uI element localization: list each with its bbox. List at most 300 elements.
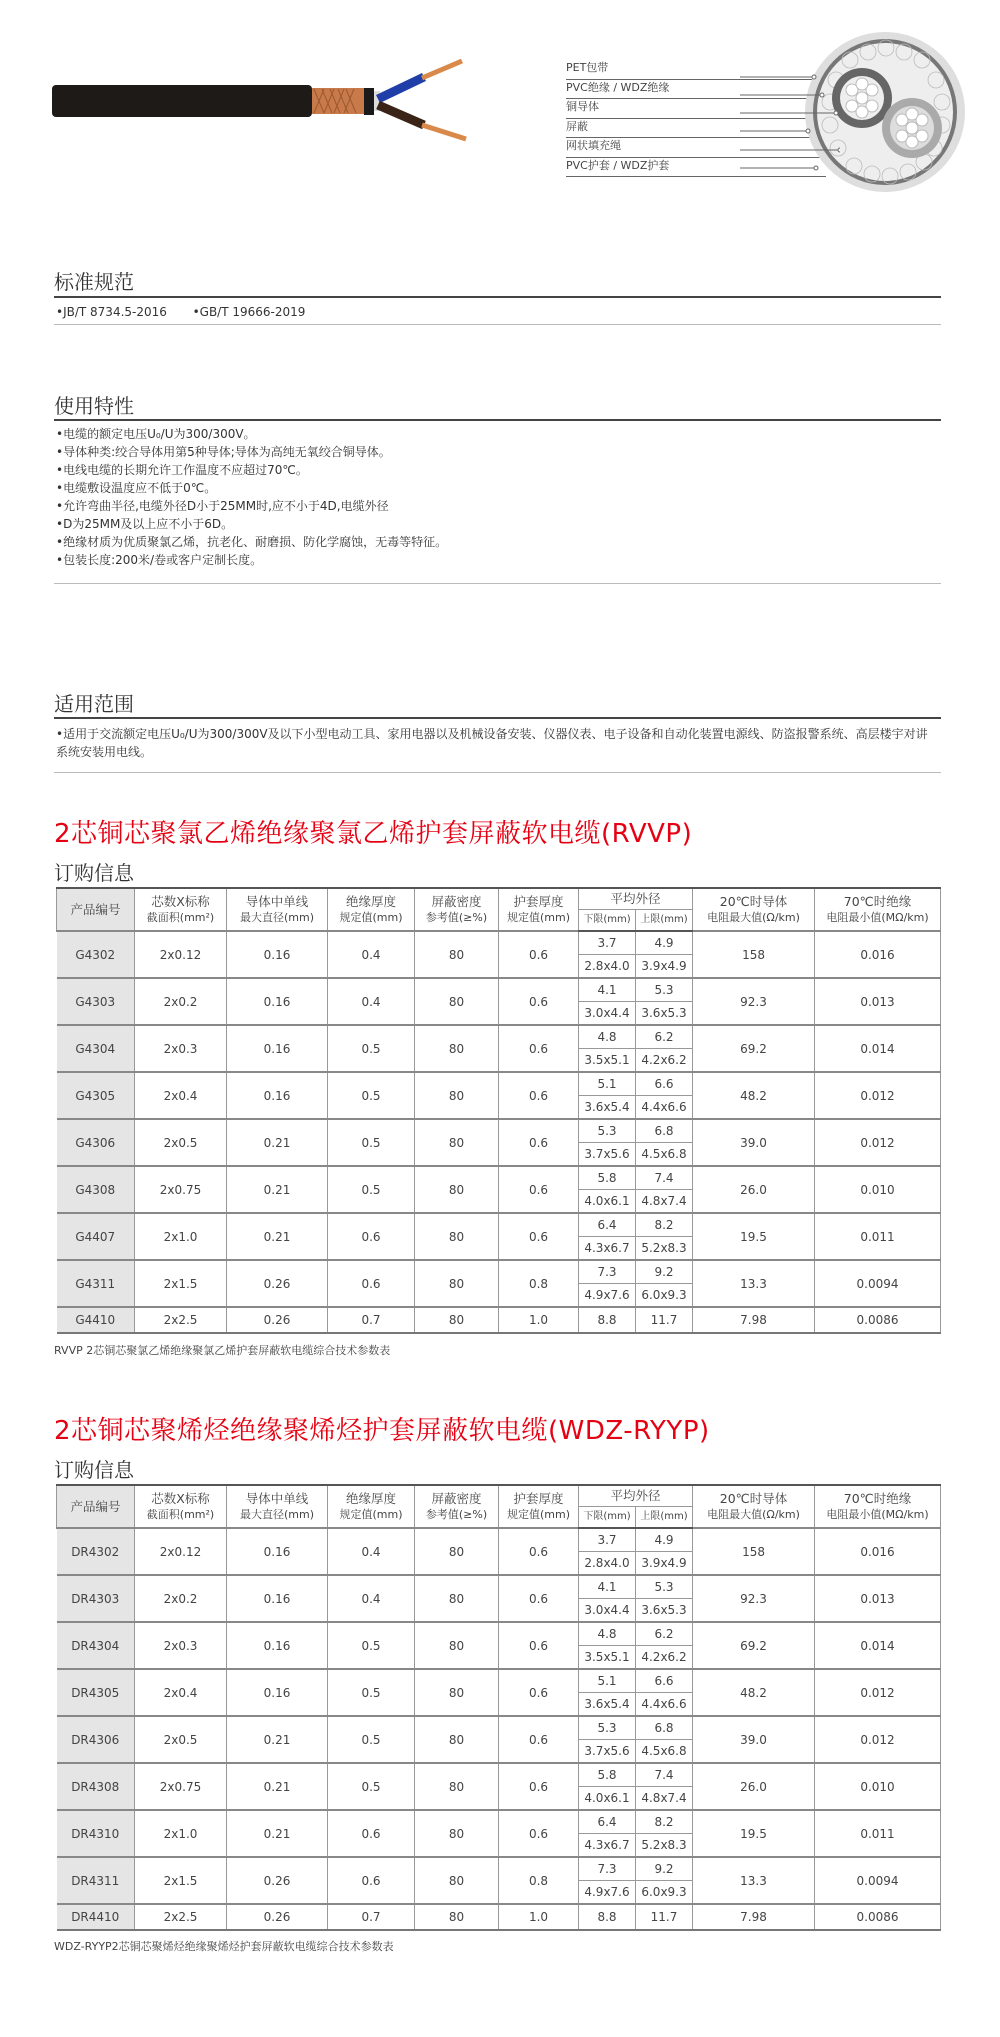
cell-cores: 2x2.5 [135,1904,227,1930]
cell-insul: 0.5 [328,1072,415,1119]
feature-item: •允许弯曲半径,电缆外径D小于25MM时,应不小于4D,电缆外径 [56,499,389,513]
scope-title: 适用范围 [54,692,134,716]
cell-od-high-2: 3.9x4.9 [636,1552,693,1576]
header-line: 电阻最大值(Ω/km) [707,1507,800,1521]
cell-code: G4302 [57,931,135,978]
cell-od-low-2: 3.6x5.4 [579,1096,636,1120]
cell-od-low-2: 3.0x4.4 [579,1599,636,1623]
cell-od-high: 4.9 [636,1528,693,1552]
cell-sheath: 0.6 [499,1763,579,1810]
cell-shield: 80 [415,1307,499,1333]
header-line: 规定值(mm) [506,1507,570,1521]
cell-sheath: 0.6 [499,1810,579,1857]
cell-r70: 0.0086 [815,1307,941,1333]
feature-item: •电缆的额定电压U₀/U为300/300V。 [56,427,256,441]
copper-conductor [422,61,462,78]
cell-od-low-2: 3.7x5.6 [579,1740,636,1764]
standards-list [56,303,936,321]
cell-r20: 19.5 [693,1810,815,1857]
diagram-label: PVC绝缘 / WDZ绝缘 [566,80,826,100]
cell-r70: 0.014 [815,1025,941,1072]
table-row [57,1213,941,1237]
col-header-wire [227,888,328,931]
cell-insul: 0.5 [328,1763,415,1810]
table-row [57,1307,941,1333]
cell-insul: 0.4 [328,1575,415,1622]
table-row [57,1857,941,1881]
cell-r70: 0.0094 [815,1260,941,1307]
cell-shield: 80 [415,1575,499,1622]
header-line: 绝缘厚度 [345,893,396,909]
cell-cores: 2x2.5 [135,1307,227,1333]
col-header-od-high: 上限(mm) [636,910,693,932]
header-line: 规定值(mm) [339,1507,403,1521]
cell-r70: 0.011 [815,1810,941,1857]
section-divider [54,296,941,298]
col-header-cores [135,888,227,931]
leader-lines [740,60,840,180]
cell-code: DR4306 [57,1716,135,1763]
cell-od-low-2: 4.3x6.7 [579,1237,636,1261]
cell-cores: 2x1.5 [135,1260,227,1307]
header-line: 电阻最小值(MΩ/km) [826,1507,929,1521]
cell-od-low: 4.8 [579,1622,636,1646]
cell-wire: 0.16 [227,1575,328,1622]
cell-cores: 2x1.0 [135,1810,227,1857]
table-row [57,1904,941,1930]
cell-insul: 0.5 [328,1025,415,1072]
cell-r70: 0.014 [815,1622,941,1669]
standard-item: •GB/T 19666-2019 [192,305,306,319]
cell-od-low: 8.8 [579,1307,636,1333]
cell-wire: 0.16 [227,931,328,978]
cell-od-low: 7.3 [579,1857,636,1881]
cell-sheath: 0.6 [499,1716,579,1763]
col-header-insul [328,888,415,931]
standards-title: 标准规范 [54,270,134,294]
cell-od-low: 6.4 [579,1213,636,1237]
cell-sheath: 0.8 [499,1857,579,1904]
cell-sheath: 0.6 [499,1166,579,1213]
diagram-label: 铜导体 [566,99,826,119]
wdz-order-title: 订购信息 [54,1458,134,1482]
cell-code: DR4308 [57,1763,135,1810]
cell-cores: 2x0.2 [135,1575,227,1622]
cell-shield: 80 [415,1260,499,1307]
cell-od-low-2: 3.5x5.1 [579,1049,636,1073]
wdz-spec-table [56,1484,941,1931]
table-row [57,1763,941,1787]
col-header-res70 [815,1485,941,1528]
cell-od-low-2: 3.5x5.1 [579,1646,636,1670]
cell-od-high-2: 6.0x9.3 [636,1284,693,1308]
cell-od-high: 8.2 [636,1213,693,1237]
cell-od-high: 6.6 [636,1669,693,1693]
cell-od-high-2: 3.9x4.9 [636,955,693,979]
cell-code: DR4302 [57,1528,135,1575]
cell-shield: 80 [415,1904,499,1930]
table-row [57,1810,941,1834]
feature-item: •电缆敷设温度应不低于0℃。 [56,481,217,495]
cell-cores: 2x0.5 [135,1716,227,1763]
header-line: 最大直径(mm) [239,910,314,924]
cell-od-high-2: 4.8x7.4 [636,1787,693,1811]
cell-r70: 0.013 [815,978,941,1025]
cell-r20: 13.3 [693,1260,815,1307]
table-row [57,1025,941,1049]
cell-r20: 26.0 [693,1166,815,1213]
cell-cores: 2x1.5 [135,1857,227,1904]
cell-shield: 80 [415,1857,499,1904]
cell-cores: 2x0.75 [135,1166,227,1213]
col-header-cores [135,1485,227,1528]
cell-r70: 0.012 [815,1072,941,1119]
cell-code: DR4303 [57,1575,135,1622]
cell-r20: 7.98 [693,1307,815,1333]
cell-r70: 0.013 [815,1575,941,1622]
cell-insul: 0.5 [328,1119,415,1166]
cell-od-high: 11.7 [636,1904,693,1930]
cell-od-low-2: 3.7x5.6 [579,1143,636,1167]
cell-wire: 0.26 [227,1307,328,1333]
table-row [57,1072,941,1096]
cell-wire: 0.21 [227,1716,328,1763]
cable-shield-braid [312,88,364,114]
cell-od-low: 4.1 [579,978,636,1002]
cell-od-low-2: 3.0x4.4 [579,1002,636,1026]
header-line: 参考值(≥%) [425,1507,488,1521]
cell-od-high: 6.6 [636,1072,693,1096]
cell-insul: 0.6 [328,1810,415,1857]
cell-od-low: 5.8 [579,1763,636,1787]
cell-code: G4306 [57,1119,135,1166]
wdz-title: 2芯铜芯聚烯烃绝缘聚烯烃护套屏蔽软电缆(WDZ-RYYP) [54,1416,710,1446]
cell-od-low: 5.3 [579,1119,636,1143]
col-header-od-low: 下限(mm) [579,1507,636,1529]
header-line: 导体中单线 [245,1490,309,1506]
cell-od-high: 8.2 [636,1810,693,1834]
cell-insul: 0.7 [328,1904,415,1930]
cell-code: G4308 [57,1166,135,1213]
diagram-label: 屏蔽 [566,119,826,139]
blue-core [378,77,424,99]
col-header-sheath [499,1485,579,1528]
rvvp-order-title: 订购信息 [54,861,134,885]
standard-item: •JB/T 8734.5-2016 [56,305,167,319]
cell-r70: 0.010 [815,1166,941,1213]
table-row [57,978,941,1002]
cell-od-high: 9.2 [636,1857,693,1881]
features-list [56,425,936,569]
cell-r20: 69.2 [693,1622,815,1669]
cell-insul: 0.5 [328,1669,415,1716]
cell-r20: 19.5 [693,1213,815,1260]
cell-r70: 0.012 [815,1119,941,1166]
cell-r20: 48.2 [693,1669,815,1716]
cell-od-low: 4.1 [579,1575,636,1599]
cell-od-high: 6.2 [636,1025,693,1049]
cell-r70: 0.016 [815,1528,941,1575]
header-line: 电阻最大值(Ω/km) [707,910,800,924]
header-line: 截面积(mm²) [146,910,215,924]
cell-od-low: 7.3 [579,1260,636,1284]
cell-od-low: 3.7 [579,931,636,955]
cell-wire: 0.16 [227,1025,328,1072]
cell-r70: 0.010 [815,1763,941,1810]
cell-insul: 0.4 [328,931,415,978]
table-row [57,1669,941,1693]
cell-od-high: 6.2 [636,1622,693,1646]
feature-item: •电线电缆的长期允许工作温度不应超过70℃。 [56,463,308,477]
cell-code: DR4305 [57,1669,135,1716]
cell-shield: 80 [415,1213,499,1260]
header-line: 截面积(mm²) [146,1507,215,1521]
wdz-caption: WDZ-RYYP2芯铜芯聚烯烃绝缘聚烯烃护套屏蔽软电缆综合技术参数表 [54,1940,394,1953]
cell-code: G4407 [57,1213,135,1260]
cell-shield: 80 [415,1166,499,1213]
cell-od-high-2: 3.6x5.3 [636,1002,693,1026]
cell-wire: 0.26 [227,1904,328,1930]
cell-od-low: 4.8 [579,1025,636,1049]
table-header-row [57,888,941,910]
cell-sheath: 0.6 [499,1622,579,1669]
cell-od-high: 7.4 [636,1763,693,1787]
cell-od-low: 3.7 [579,1528,636,1552]
cell-od-high: 7.4 [636,1166,693,1190]
cell-od-high-2: 4.5x6.8 [636,1740,693,1764]
header-line: 屏蔽密度 [431,1490,482,1506]
cell-shield: 80 [415,1025,499,1072]
cell-shield: 80 [415,1072,499,1119]
feature-item: •D为25MM及以上应不小于6D。 [56,517,234,531]
section-divider [54,324,941,325]
cell-insul: 0.5 [328,1622,415,1669]
cell-code: G4410 [57,1307,135,1333]
diagram-label: PET包带 [566,60,826,80]
features-title: 使用特性 [54,394,134,418]
cell-wire: 0.16 [227,978,328,1025]
cell-code: DR4410 [57,1904,135,1930]
col-header-od-high: 上限(mm) [636,1507,693,1529]
cell-code: G4304 [57,1025,135,1072]
cell-od-low-2: 4.9x7.6 [579,1284,636,1308]
header-line: 芯数X标称 [151,893,210,909]
cell-code: G4305 [57,1072,135,1119]
cell-sheath: 0.6 [499,1669,579,1716]
cell-shield: 80 [415,1716,499,1763]
feature-item: •包装长度:200米/卷或客户定制长度。 [56,553,263,567]
cell-r20: 48.2 [693,1072,815,1119]
header-line: 最大直径(mm) [239,1507,314,1521]
cell-wire: 0.16 [227,1528,328,1575]
cell-sheath: 0.6 [499,1528,579,1575]
header-line: 规定值(mm) [339,910,403,924]
diagram-label: 网状填充绳 [566,138,826,158]
cell-r70: 0.0094 [815,1857,941,1904]
cell-cores: 2x1.0 [135,1213,227,1260]
header-line: 电阻最小值(MΩ/km) [826,910,929,924]
feature-item: •导体种类:绞合导体用第5种导体;导体为高纯无氧绞合铜导体。 [56,445,391,459]
col-header-od-low: 下限(mm) [579,910,636,932]
col-header-od: 平均外径 [579,1485,693,1507]
cell-r70: 0.012 [815,1716,941,1763]
cell-insul: 0.4 [328,978,415,1025]
cell-r70: 0.012 [815,1669,941,1716]
cell-od-high-2: 3.6x5.3 [636,1599,693,1623]
cell-r20: 7.98 [693,1904,815,1930]
cell-cores: 2x0.4 [135,1669,227,1716]
cell-code: DR4310 [57,1810,135,1857]
cell-od-low: 5.3 [579,1716,636,1740]
cell-od-high-2: 4.8x7.4 [636,1190,693,1214]
cell-r70: 0.011 [815,1213,941,1260]
cell-sheath: 0.6 [499,1119,579,1166]
col-header-code: 产品编号 [57,1485,135,1528]
cell-r20: 69.2 [693,1025,815,1072]
cell-wire: 0.21 [227,1763,328,1810]
cell-sheath: 0.6 [499,1213,579,1260]
section-divider [54,772,941,773]
table-row [57,1260,941,1284]
cell-insul: 0.6 [328,1213,415,1260]
cell-od-low: 6.4 [579,1810,636,1834]
cell-r70: 0.016 [815,931,941,978]
cell-od-low-2: 2.8x4.0 [579,955,636,979]
cell-r20: 158 [693,1528,815,1575]
cell-od-low-2: 2.8x4.0 [579,1552,636,1576]
section-divider [54,717,941,719]
cell-od-high: 6.8 [636,1716,693,1740]
cell-insul: 0.4 [328,1528,415,1575]
header-line: 20℃时导体 [719,893,788,909]
cell-code: DR4304 [57,1622,135,1669]
cell-cores: 2x0.2 [135,978,227,1025]
section-divider [54,419,941,421]
cell-shield: 80 [415,1622,499,1669]
diagram-label: PVC护套 / WDZ护套 [566,158,826,178]
cable-jacket [52,85,312,117]
cell-sheath: 0.6 [499,1072,579,1119]
table-row [57,931,941,955]
cell-od-high-2: 4.2x6.2 [636,1646,693,1670]
col-header-insul [328,1485,415,1528]
cell-insul: 0.5 [328,1716,415,1763]
cell-r20: 158 [693,931,815,978]
cell-insul: 0.6 [328,1857,415,1904]
cell-od-high-2: 4.2x6.2 [636,1049,693,1073]
cell-wire: 0.16 [227,1072,328,1119]
cell-sheath: 0.8 [499,1260,579,1307]
cell-wire: 0.26 [227,1857,328,1904]
cell-sheath: 0.6 [499,931,579,978]
cell-wire: 0.21 [227,1213,328,1260]
cell-insul: 0.7 [328,1307,415,1333]
cell-od-high-2: 6.0x9.3 [636,1881,693,1905]
cell-od-high-2: 5.2x8.3 [636,1834,693,1858]
cell-shield: 80 [415,1528,499,1575]
cell-code: G4311 [57,1260,135,1307]
col-header-shield [415,888,499,931]
col-header-shield [415,1485,499,1528]
table-header-row [57,1485,941,1507]
cell-od-low-2: 4.9x7.6 [579,1881,636,1905]
col-header-code: 产品编号 [57,888,135,931]
table-row [57,1575,941,1599]
header-line: 规定值(mm) [506,910,570,924]
cell-r20: 92.3 [693,978,815,1025]
cell-shield: 80 [415,978,499,1025]
cell-wire: 0.21 [227,1119,328,1166]
header-line: 屏蔽密度 [431,893,482,909]
cell-sheath: 1.0 [499,1904,579,1930]
header-line: 20℃时导体 [719,1490,788,1506]
cell-od-high-2: 4.5x6.8 [636,1143,693,1167]
cell-shield: 80 [415,1119,499,1166]
cell-wire: 0.16 [227,1669,328,1716]
header-line: 护套厚度 [513,893,564,909]
brown-core [378,105,424,125]
cell-od-high-2: 5.2x8.3 [636,1237,693,1261]
cell-cores: 2x0.3 [135,1025,227,1072]
col-header-res20 [693,888,815,931]
cell-od-high: 5.3 [636,1575,693,1599]
cell-od-high: 9.2 [636,1260,693,1284]
cell-r20: 39.0 [693,1716,815,1763]
cell-cores: 2x0.3 [135,1622,227,1669]
cell-od-low: 5.1 [579,1669,636,1693]
cell-shield: 80 [415,1669,499,1716]
header-line: 绝缘厚度 [345,1490,396,1506]
cell-insul: 0.6 [328,1260,415,1307]
cell-cores: 2x0.12 [135,931,227,978]
col-header-sheath [499,888,579,931]
cell-od-low-2: 4.3x6.7 [579,1834,636,1858]
cell-sheath: 0.6 [499,978,579,1025]
cell-shield: 80 [415,931,499,978]
cell-shield: 80 [415,1763,499,1810]
cell-od-high-2: 4.4x6.6 [636,1096,693,1120]
cell-sheath: 0.6 [499,1575,579,1622]
header-line: 护套厚度 [513,1490,564,1506]
cable-photo [52,55,482,145]
cell-r20: 92.3 [693,1575,815,1622]
cell-wire: 0.16 [227,1622,328,1669]
cell-shield: 80 [415,1810,499,1857]
col-header-res70 [815,888,941,931]
cell-wire: 0.21 [227,1810,328,1857]
cell-r20: 13.3 [693,1857,815,1904]
cell-wire: 0.26 [227,1260,328,1307]
cell-od-low-2: 4.0x6.1 [579,1190,636,1214]
section-divider [54,583,941,584]
cell-od-low: 8.8 [579,1904,636,1930]
cell-sheath: 0.6 [499,1025,579,1072]
cell-od-high: 6.8 [636,1119,693,1143]
cell-od-low-2: 4.0x6.1 [579,1787,636,1811]
cell-od-high: 5.3 [636,978,693,1002]
cell-cores: 2x0.5 [135,1119,227,1166]
cell-r20: 39.0 [693,1119,815,1166]
header-line: 参考值(≥%) [425,910,488,924]
col-header-res20 [693,1485,815,1528]
cell-insul: 0.5 [328,1166,415,1213]
table-row [57,1119,941,1143]
rvvp-spec-table [56,887,941,1334]
header-line: 芯数X标称 [151,1490,210,1506]
cell-od-low-2: 3.6x5.4 [579,1693,636,1717]
cell-od-low: 5.8 [579,1166,636,1190]
cell-r70: 0.0086 [815,1904,941,1930]
